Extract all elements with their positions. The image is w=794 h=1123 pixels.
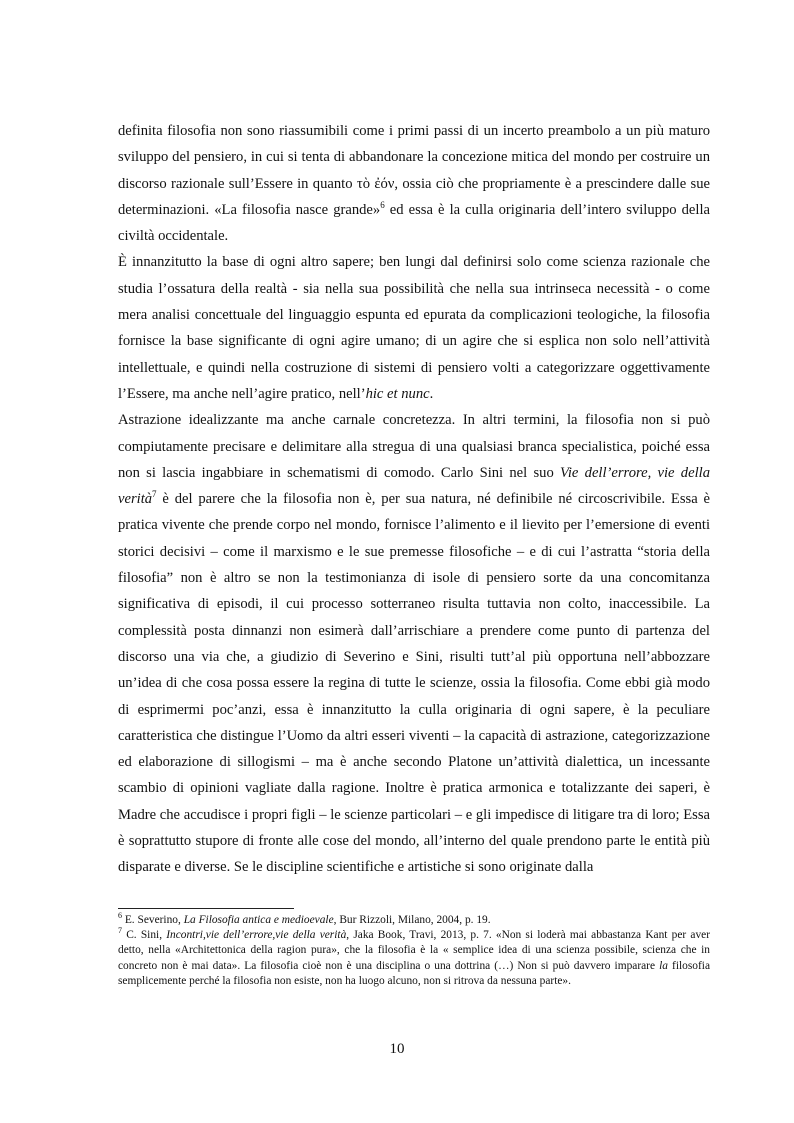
footnotes	[118, 908, 710, 989]
paragraph-3-text-b: è del parere che la filosofia non è, per sua natura, né definibile né circoscrivibile. Essa è pratica vivente che prende corpo nel mondo, fornisce l’alimento e il lievito per l’emersione di eventi storici decisivi – come il marxismo e le sue premesse filosofiche – e di cui l’astratta “storia della filosofia” non è altro se non la testimonianza di isole di pensiero sorte da una concomitanza significativa di episodi, il cui processo sotterraneo risulta tuttavia non colto, inaccessibile. La complessità posta dinnanzi non esimerà dall’arrischiare a prendere come punto di partenza del discorso una via che, a giudizio di Severino e Sini, risulti tutt’al più opportuna nell’abbozzare un’idea di che cosa possa essere la regina di tutte le scienze, ossia la filosofia. Come ebbi già modo di esprimermi poc’anzi, essa è innanzitutto la culla originaria di ogni sapere, è la peculiare caratteristica che distingue l’Uomo da altri esseri viventi – la capacità di astrazione, categorizzazione ed elaborazione di sillogismi – ma è anche secondo Platone un’attività dialettica, un incessante scambio di opinioni vagliate dalla ragione. Inoltre è pratica armonica e totalizzante dei saperi, è Madre che accudisce i propri figli – le scienze particolari – e gli impedisce di litigare tra di loro; Essa è soprattutto stupore di fronte alle cose del mondo, all’interno del quale prendono parte le entità più disparate e diverse. Se le discipline scientifiche e artistiche si sono originate dalla	[118, 491, 710, 876]
footnote-divider	[118, 908, 294, 909]
paragraph-3-text-a: Astrazione idealizzante ma anche carnale concretezza. In altri termini, la filosofia non si può compiutamente precisare e delimitare alla stregua di una qualsiasi branca specialistica, poiché essa non si lascia ingabbiare in schematismi di comodo. Carlo Sini nel suo	[118, 412, 710, 481]
paragraph-2-text-b: .	[429, 385, 434, 402]
paragraph-2	[118, 249, 710, 407]
footnote-7-text-a: C. Sini,	[122, 929, 167, 942]
footnote-6-number: 6	[118, 911, 122, 921]
footnote-7	[118, 928, 710, 989]
footnote-7-text-c: filosofia semplicemente perché la filosofia non esiste, non ha luogo alcuno, non si ritrova da nessuna parte».	[118, 959, 711, 987]
paragraph-1	[118, 118, 710, 249]
footnote-7-title: Incontri,vie dell’errore,vie della verità	[166, 929, 347, 942]
paragraph-2-text-a: È innanzitutto la base di ogni altro sapere; ben lungi dal definirsi solo come scienza razionale che studia l’ossatura della realtà - sia nella sua possibilità che nella sua intrinseca necessità - o come mera analisi concettuale del linguaggio espunta ed epurata da complicazioni teologiche, la filosofia fornisce la base significante di ogni agire umano; di un agire che si esplica non solo nell’attività intellettuale, e quindi nella costruzione di sistemi di pensiero volti a categorizzare oggettivamente l’Essere, ma anche nell’agire pratico, nell’	[118, 254, 710, 402]
paragraph-1-text-b: , ossia ciò che propriamente è a prescindere dalle sue determinazioni. «La filosofia nasce grande»	[118, 175, 711, 218]
paragraph-3	[118, 407, 710, 880]
paragraph-1-text-a: definita filosofia non sono riassumibili come i primi passi di un incerto preambolo a un più maturo sviluppo del pensiero, in cui si tenta di abbandonare la concezione mitica del mondo per costruire un discorso razionale sull’Essere in quanto	[118, 123, 710, 192]
footnote-7-italic-la: la	[659, 959, 668, 972]
footnote-ref-6[interactable]: 6	[380, 200, 385, 211]
greek-term: τὸ ἐόν	[356, 175, 395, 192]
italic-phrase: hic et nunc	[365, 385, 430, 402]
footnote-6-title: La Filosofia antica e medioevale	[183, 914, 334, 926]
footnote-7-text-b: , Jaka Book, Travi, 2013, p. 7. «Non si loderà mai abbastanza Kant per aver detto, nella «Architettonica della ragion pura», che la filosofia è la « semplice idea di una scienza possibile, scienza che in concreto non è mai data». La filosofia cioè non è una disciplina o una dottrina (…) Non si può davvero imparare	[118, 929, 710, 972]
page-body	[118, 118, 710, 881]
footnote-7-number: 7	[118, 926, 122, 936]
footnote-6	[118, 913, 710, 928]
book-title: Vie dell’errore, vie della verità	[118, 464, 710, 508]
paragraph-1-text-c: ed essa è la culla originaria dell’intero sviluppo della civiltà occidentale.	[118, 201, 710, 245]
footnote-6-text-a: E. Severino,	[122, 914, 184, 926]
footnote-6-text-b: , Bur Rizzoli, Milano, 2004, p. 19.	[333, 914, 491, 926]
footnote-ref-7[interactable]: 7	[152, 489, 157, 500]
main-text	[118, 118, 710, 881]
page-number: 10	[389, 1041, 405, 1057]
